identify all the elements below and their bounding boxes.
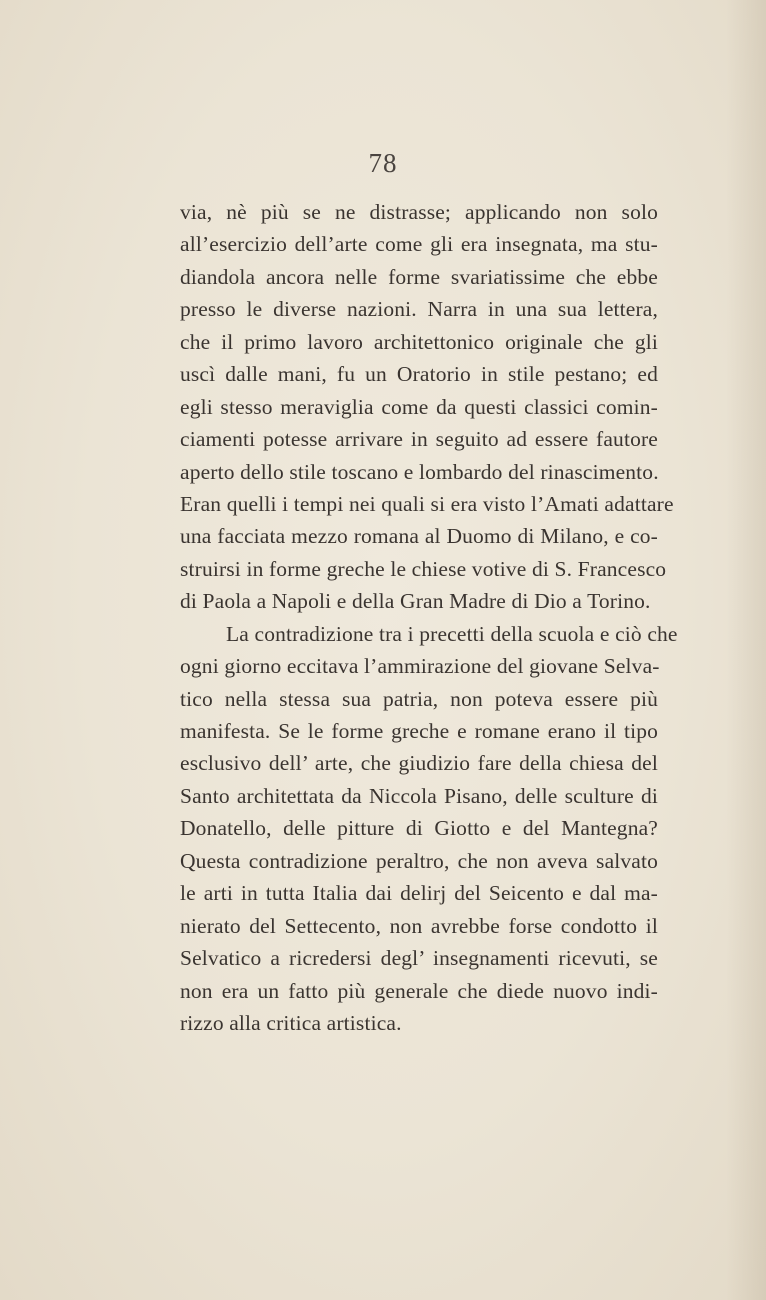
text-line: nierato del Settecento, non avrebbe forse condotto il bbox=[180, 913, 658, 938]
text-line: diandola ancora nelle forme svariatissime che ebbe bbox=[180, 264, 658, 289]
text-line: manifesta. Se le forme greche e romane erano il tipo bbox=[180, 719, 658, 743]
text-line: di Paola a Napoli e della Gran Madre di Dio a Torino. bbox=[180, 589, 651, 614]
text-line: Questa contradizione peraltro, che non aveva salvato bbox=[180, 848, 658, 873]
text-line: Eran quelli i tempi nei quali si era visto l’Amati adattare bbox=[180, 491, 674, 516]
text-line: non era un fatto più generale che diede nuovo indi- bbox=[180, 978, 658, 1003]
text-line: Selvatico a ricredersi degl’ insegnamenti ricevuti, se bbox=[180, 946, 658, 971]
text-line: aperto dello stile toscano e lombardo del rinascimento. bbox=[180, 459, 659, 484]
text-line: tico nella stessa sua patria, non poteva essere più bbox=[180, 686, 658, 711]
page-edge-shadow bbox=[726, 0, 766, 1300]
text-line: struirsi in forme greche le chiese votive di S. Francesco bbox=[180, 556, 667, 581]
text-line: La contradizione tra i precetti della scuola e ciò che bbox=[226, 621, 678, 646]
page-number: 78 bbox=[368, 148, 398, 178]
text-line: Santo architettata da Niccola Pisano, delle sculture di bbox=[180, 783, 658, 808]
text-line: una facciata mezzo romana al Duomo di Milano, e co- bbox=[180, 524, 658, 549]
text-line: all’esercizio dell’arte come gli era insegnata, ma stu- bbox=[180, 232, 658, 257]
text-line: presso le diverse nazioni. Narra in una sua lettera, bbox=[180, 297, 658, 322]
text-line: egli stesso meraviglia come da questi classici comin- bbox=[180, 394, 658, 419]
text-line: ciamenti potesse arrivare in seguito ad essere fautore bbox=[180, 427, 658, 452]
text-line: che il primo lavoro architettonico originale che gli bbox=[180, 329, 658, 354]
body-text bbox=[180, 196, 678, 1039]
text-line: ogni giorno eccitava l’ammirazione del giovane Selva- bbox=[180, 654, 660, 679]
text-line: uscì dalle mani, fu un Oratorio in stile pestano; ed bbox=[180, 362, 658, 387]
text-line: via, nè più se ne distrasse; applicando non solo bbox=[180, 200, 658, 224]
text-line: le arti in tutta Italia dai delirj del Seicento e dal ma- bbox=[180, 881, 658, 906]
text-line: rizzo alla critica artistica. bbox=[180, 1010, 402, 1035]
text-line: esclusivo dell’ arte, che giudizio fare della chiesa del bbox=[180, 751, 658, 776]
text-line: Donatello, delle pitture di Giotto e del Mantegna? bbox=[180, 816, 658, 841]
